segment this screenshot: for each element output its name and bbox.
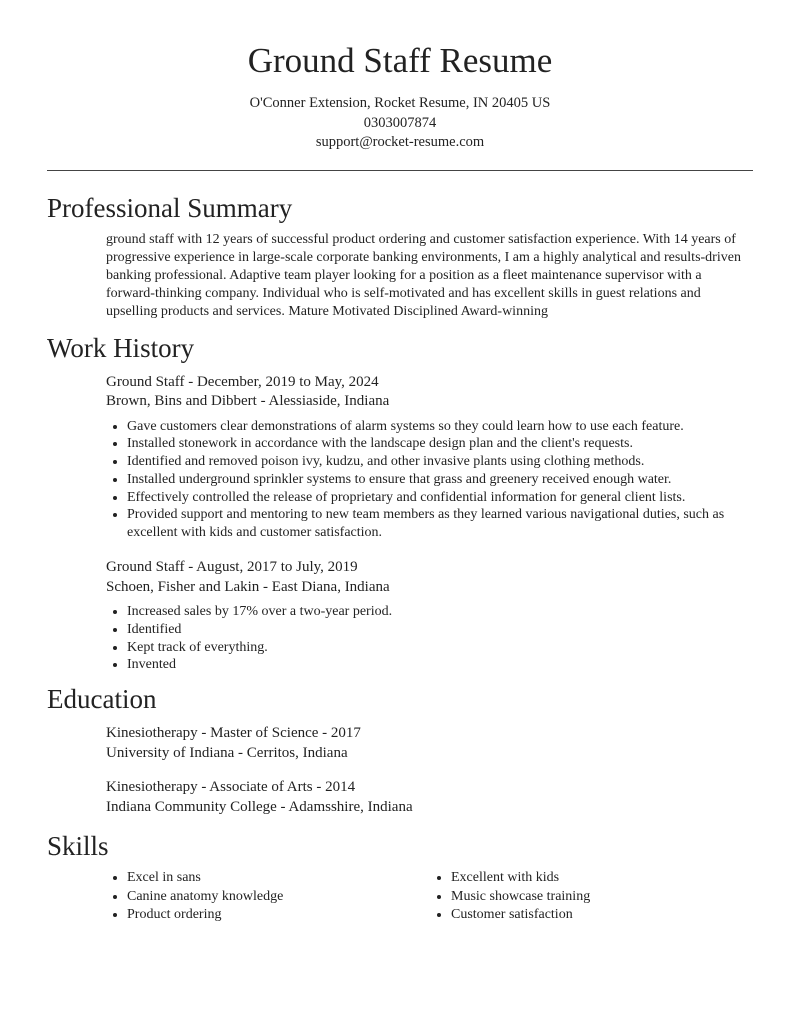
summary-text: ground staff with 12 years of successful product ordering and customer satisfaction experience. With 14 years of progressive experience in large-scale corporate banking environments, I am a highly analytical and results-driven banking professional. Adaptive team player looking for a position as a fleet maintenance supervisor with a forward-thinking company. Individual who is self-motivated and has excellent skills in guest relations and upselling products and services. Mature Motivated Disciplined Award-winning <box>106 231 741 319</box>
section-heading: Education <box>47 684 157 715</box>
education-section <box>0 682 800 817</box>
work-history-section <box>0 331 800 675</box>
list-item: • Invented <box>127 656 754 674</box>
degree-line: Kinesiotherapy - Associate of Arts - 2014 <box>106 779 356 796</box>
job-title-line: Ground Staff - August, 2017 to July, 2019 <box>106 559 358 576</box>
education-entry <box>0 778 800 817</box>
list-item: • Provided support and mentoring to new team members as they learned various navigational duties, such as excellent with kids and customer satisfaction. <box>127 506 754 542</box>
contact-phone: 0303007874 <box>363 114 437 131</box>
degree-line: Kinesiotherapy - Master of Science - 2017 <box>106 725 361 742</box>
skills-section <box>0 829 800 925</box>
list-item: • Identified <box>127 621 754 639</box>
contact-address: O'Conner Extension, Rocket Resume, IN 20405 US <box>249 95 551 111</box>
school-line: University of Indiana - Cerritos, Indiana <box>106 744 348 761</box>
job-entry <box>0 373 800 543</box>
school-line: Indiana Community College - Adamsshire, Indiana <box>106 798 413 815</box>
job-entry <box>0 558 800 674</box>
skills-column-left <box>106 869 430 925</box>
list-item: • Gave customers clear demonstrations of alarm systems so they could learn how to use each feature. <box>127 418 754 436</box>
section-heading: Skills <box>47 831 109 862</box>
list-item: • Kept track of everything. <box>127 639 754 657</box>
resume-title: Ground Staff Resume <box>247 41 553 80</box>
job-company-line: Schoen, Fisher and Lakin - East Diana, Indiana <box>106 578 390 595</box>
list-item: • Installed stonework in accordance with the landscape design plan and the client's requests. <box>127 435 754 453</box>
section-heading: Professional Summary <box>47 192 293 223</box>
list-item: • Effectively controlled the release of proprietary and confidential information for general client lists. <box>127 489 754 507</box>
job-company-line: Brown, Bins and Dibbert - Alessiaside, Indiana <box>106 393 390 409</box>
professional-summary-section <box>0 191 800 321</box>
header-divider <box>47 170 753 171</box>
list-item: • Installed underground sprinkler systems to ensure that grass and greenery received enough water. <box>127 471 754 489</box>
section-heading: Work History <box>47 332 195 363</box>
skill-item: • Customer satisfaction <box>451 906 754 925</box>
job-title-line: Ground Staff - December, 2019 to May, 2024 <box>106 373 379 390</box>
skills-column-right <box>430 869 754 925</box>
job-bullets <box>106 418 754 543</box>
skill-item: • Canine anatomy knowledge <box>127 888 430 907</box>
list-item: • Identified and removed poison ivy, kudzu, and other invasive plants using clothing methods. <box>127 453 754 471</box>
list-item: • Increased sales by 17% over a two-year period. <box>127 603 754 621</box>
skill-item: • Excellent with kids <box>451 869 754 888</box>
contact-email[interactable]: support@rocket-resume.com <box>315 134 485 150</box>
skill-item: • Music showcase training <box>451 888 754 907</box>
resume-header <box>0 0 800 153</box>
skill-item: • Excel in sans <box>127 869 430 888</box>
skill-item: • Product ordering <box>127 906 430 925</box>
education-entry <box>0 724 800 763</box>
skills-list <box>0 869 800 925</box>
job-bullets <box>106 603 754 674</box>
